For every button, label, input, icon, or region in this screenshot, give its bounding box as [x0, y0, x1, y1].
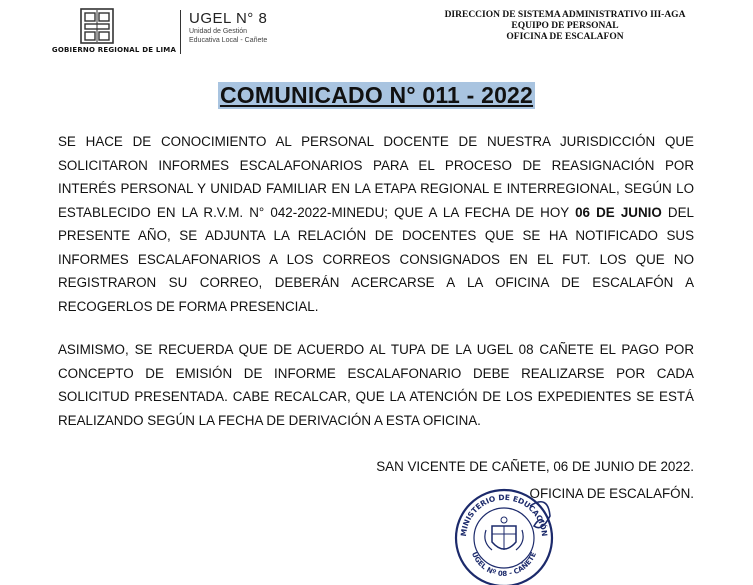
paragraph-1 [58, 130, 694, 318]
office-heading [420, 10, 710, 43]
highlight-date: 06 DE JUNIO [575, 204, 662, 220]
ugel-title: UGEL N° 8 [189, 10, 268, 27]
svg-text:UGEL Nº 08 - CAÑETE [470, 551, 538, 578]
signature-date: SAN VICENTE DE CAÑETE, 06 DE JUNIO DE 2022. [376, 459, 694, 474]
ugel-subtitle-1: Unidad de Gestión [189, 28, 247, 35]
coat-of-arms-icon [485, 517, 523, 550]
office-line-2: EQUIPO DE PERSONAL [511, 21, 619, 31]
paragraph-2: ASIMISMO, SE RECUERDA QUE DE ACUERDO AL TUPA DE LA UGEL 08 CAÑETE EL PAGO POR CONCEPTO DE EMISIÓN DE INFORME ESCALAFONARIO DEBE REALIZARSE POR CADA SOLICITUD PRESENTADA. CABE RECALCAR, QUE LA ATENCIÓN DE LOS EXPEDIENTES SE ESTÁ REALIZANDO SEGÚN LA FECHA DE DERIVACIÓN A ESTA OFICINA. [58, 342, 694, 428]
title-row [0, 82, 753, 109]
document-title: COMUNICADO N° 011 - 2022 [219, 82, 534, 108]
seal-top-text: MINISTERIO DE EDUCACIÓN [458, 492, 550, 537]
logo-caption: GOBIERNO REGIONAL DE LIMA [51, 46, 177, 54]
document-header [0, 0, 753, 70]
header-divider [180, 10, 181, 54]
seal-bottom-text: UGEL Nº 08 - CAÑETE [469, 550, 538, 579]
signature-office: OFICINA DE ESCALAFÓN. [529, 486, 694, 501]
regional-government-logo [50, 8, 178, 60]
office-line-3: OFICINA DE ESCALAFON [506, 32, 624, 42]
office-line-1: DIRECCION DE SISTEMA ADMINISTRATIVO III-AGA [444, 10, 686, 20]
paragraph-1-text-a: SE HACE DE CONOCIMIENTO AL PERSONAL DOCENTE DE NUESTRA JURISDICCIÓN QUE SOLICITARON INFORMES ESCALAFONARIOS PARA EL PROCESO DE REASIGNACIÓN POR INTERÉS PERSONAL Y UNIDAD FAMILIAR EN LA ETAPA REGIONAL E INTERREGIONAL, SEGÚN LO ESTABLECIDO EN LA R.V.M. N° 042-2022-MINEDU; QUE A LA FECHA DE HOY [58, 134, 694, 220]
ugel-subtitle-2: Educativa Local - Cañete [189, 37, 268, 44]
official-seal [452, 486, 556, 585]
paragraph-1-text-b: DEL PRESENTE AÑO, SE ADJUNTA LA RELACIÓN DE DOCENTES QUE SE HA NOTIFICADO SUS INFORMES ESCALAFONARIOS A LOS CORREOS CONSIGNADOS EN EL FUT. LOS QUE NO REGISTRARON SU CORREO, DEBERÁN ACERCARSE A LA OFICINA DE ESCALAFÓN A RECOGERLOS DE FORMA PRESENCIAL. [58, 204, 694, 314]
ugel-identity [189, 10, 267, 45]
regional-emblem-icon [80, 8, 114, 44]
